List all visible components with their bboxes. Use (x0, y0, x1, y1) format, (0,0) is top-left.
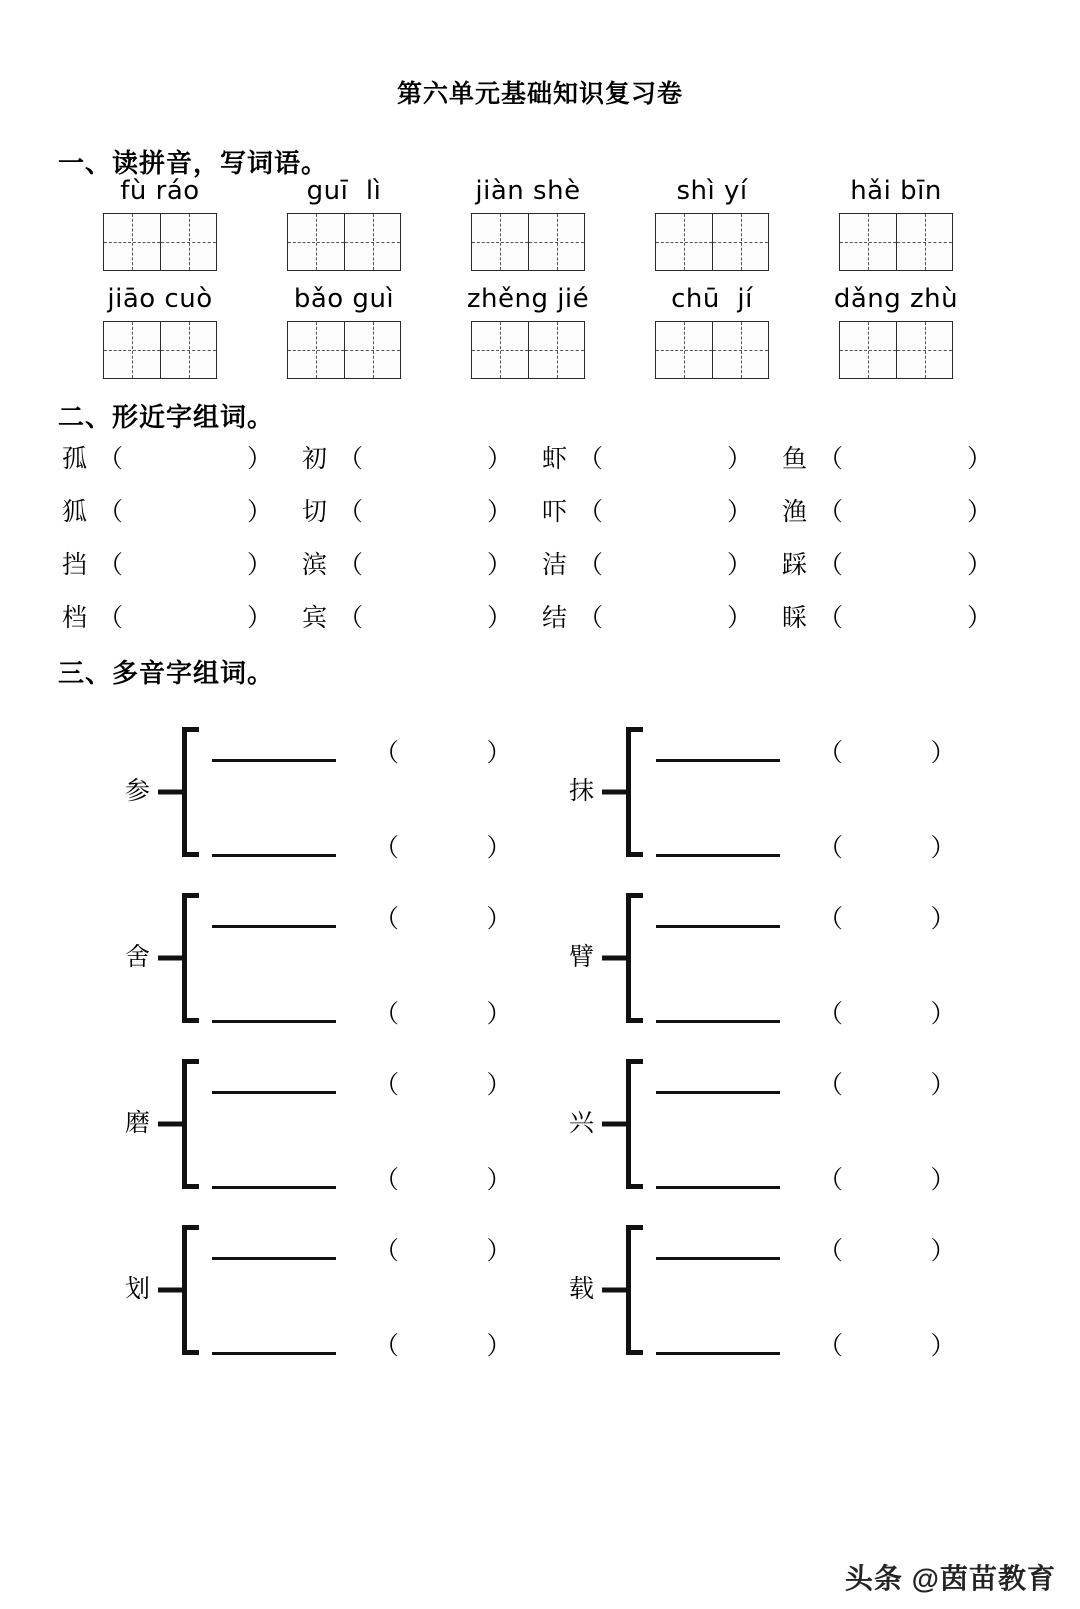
pinyin-label: zhěng jié (466, 283, 590, 314)
pinyin-item (252, 177, 436, 271)
paren-open: （ (98, 605, 124, 633)
hanzi-character: 洁 (542, 552, 568, 580)
paren-open: （ (578, 499, 604, 527)
polyphone-item (0, 1041, 540, 1207)
write-line[interactable] (656, 742, 780, 762)
paren-close: ） (487, 552, 513, 580)
paren-group[interactable]: （ ） (374, 1166, 512, 1194)
paren-close: ） (727, 605, 753, 633)
pinyin-label: shì yí (676, 176, 748, 206)
polyphone-item (540, 875, 1080, 1041)
row-spacer (0, 271, 1080, 285)
answer-unit[interactable] (642, 832, 1080, 862)
section-one-heading: 一、读拼音，写词语。 (58, 149, 329, 178)
answer-unit[interactable] (198, 832, 540, 862)
paren-open: （ (578, 552, 604, 580)
polyphone-character: 划 (124, 1276, 150, 1304)
answer-unit[interactable] (642, 737, 1080, 767)
paren-open: （ (98, 552, 124, 580)
brace-icon (602, 1059, 642, 1189)
polyphone-character: 参 (124, 778, 150, 806)
pinyin-label: dǎng zhù (833, 283, 959, 314)
write-line[interactable] (656, 837, 780, 857)
paren-group[interactable]: （ ） (818, 1071, 956, 1099)
polyphone-item (540, 709, 1080, 875)
tianzige-cell[interactable] (896, 322, 952, 378)
paren-open: （ (818, 552, 844, 580)
tianzige-cell[interactable] (104, 214, 160, 270)
hanzi-character: 宾 (302, 605, 328, 633)
paren-group[interactable]: （ ） (818, 1166, 956, 1194)
answer-unit[interactable] (198, 903, 540, 933)
tianzige-box[interactable] (287, 321, 401, 379)
tianzige-cell[interactable] (344, 322, 400, 378)
brace-icon (158, 893, 198, 1023)
paren-group[interactable]: （ ） (818, 1332, 956, 1360)
paren-group[interactable]: （ ） (818, 1000, 956, 1028)
polyphone-item (540, 1207, 1080, 1373)
hanzi-answer-item[interactable] (302, 492, 542, 528)
paren-close: ） (247, 499, 273, 527)
section-two-heading: 二、形近字组词。 (58, 402, 275, 432)
answer-unit[interactable] (642, 903, 1080, 933)
brace-icon (602, 893, 642, 1023)
paren-close: ） (247, 552, 273, 580)
hanzi-character: 滨 (302, 552, 328, 580)
polyphone-character: 载 (568, 1276, 594, 1304)
hanzi-row (62, 537, 1022, 590)
pinyin-label: chū jí (671, 283, 753, 314)
tianzige-cell[interactable] (712, 214, 768, 270)
hanzi-character: 踩 (782, 552, 808, 580)
tianzige-wrap (436, 321, 620, 379)
tianzige-cell[interactable] (104, 322, 160, 378)
pinyin-label: bǎo guì (293, 283, 395, 314)
tianzige-cell[interactable] (160, 214, 216, 270)
pinyin-item (804, 177, 988, 271)
answer-unit[interactable] (198, 1235, 540, 1265)
polyphone-character: 臂 (568, 944, 594, 972)
answer-unit[interactable] (642, 1235, 1080, 1265)
paren-open: （ (338, 552, 364, 580)
polyphone-item (540, 1041, 1080, 1207)
write-line[interactable] (212, 1335, 336, 1355)
write-line[interactable] (212, 908, 336, 928)
watermark: 头条 @茵苗教育 (844, 1563, 1056, 1594)
write-line[interactable] (212, 742, 336, 762)
hanzi-answer-item[interactable] (62, 492, 302, 528)
hanzi-character: 鱼 (782, 446, 808, 474)
polyphone-item (0, 875, 540, 1041)
tianzige-cell[interactable] (160, 322, 216, 378)
paren-group[interactable]: （ ） (374, 905, 512, 933)
paren-close: ） (247, 605, 273, 633)
tianzige-wrap (68, 321, 252, 379)
tianzige-cell[interactable] (288, 214, 344, 270)
tianzige-box[interactable] (103, 213, 217, 271)
answer-unit[interactable] (198, 998, 540, 1028)
paren-close: ） (967, 446, 993, 474)
hanzi-answer-item[interactable] (782, 545, 1022, 581)
pinyin-item (68, 285, 252, 379)
paren-close: ） (247, 446, 273, 474)
polyphone-grid (0, 709, 1080, 1373)
paren-close: ） (727, 446, 753, 474)
polyphone-answers (198, 1059, 540, 1194)
paren-group[interactable]: （ ） (374, 834, 512, 862)
pinyin-label: guī lì (306, 176, 382, 206)
hanzi-character: 渔 (782, 499, 808, 527)
tianzige-cell[interactable] (712, 322, 768, 378)
answer-unit[interactable] (198, 1164, 540, 1194)
polyphone-character: 兴 (568, 1110, 594, 1138)
tianzige-wrap (68, 213, 252, 271)
pinyin-item (804, 285, 988, 379)
pinyin-label: hǎi bīn (850, 176, 942, 206)
write-line[interactable] (212, 1074, 336, 1094)
hanzi-character: 虾 (542, 446, 568, 474)
tianzige-box[interactable] (287, 213, 401, 271)
section-three-polyphone-words (0, 658, 1080, 1373)
hanzi-answer-item[interactable] (542, 598, 782, 634)
tianzige-box[interactable] (839, 321, 953, 379)
pinyin-label: jiàn shè (475, 176, 581, 206)
tianzige-wrap (252, 213, 436, 271)
polyphone-row (0, 1207, 1080, 1373)
hanzi-character: 切 (302, 499, 328, 527)
tianzige-cell[interactable] (528, 322, 584, 378)
hanzi-character: 挡 (62, 552, 88, 580)
paren-group[interactable]: （ ） (374, 1332, 512, 1360)
hanzi-answer-item[interactable] (302, 598, 542, 634)
pinyin-item (68, 177, 252, 271)
tianzige-cell[interactable] (656, 214, 712, 270)
write-line[interactable] (656, 1240, 780, 1260)
paren-group[interactable]: （ ） (818, 739, 956, 767)
write-line[interactable] (656, 908, 780, 928)
hanzi-character: 档 (62, 605, 88, 633)
hanzi-answer-item[interactable] (302, 545, 542, 581)
tianzige-wrap (620, 321, 804, 379)
pinyin-row-1 (68, 177, 988, 271)
tianzige-wrap (804, 213, 988, 271)
tianzige-cell[interactable] (528, 214, 584, 270)
tianzige-box[interactable] (655, 213, 769, 271)
answer-unit[interactable] (198, 1330, 540, 1360)
pinyin-item (436, 285, 620, 379)
paren-close: ） (967, 499, 993, 527)
answer-unit[interactable] (198, 737, 540, 767)
hanzi-row (62, 590, 1022, 643)
hanzi-answer-item[interactable] (542, 439, 782, 475)
polyphone-character: 舍 (124, 944, 150, 972)
tianzige-cell[interactable] (840, 214, 896, 270)
answer-unit[interactable] (642, 1330, 1080, 1360)
tianzige-box[interactable] (103, 321, 217, 379)
hanzi-answer-item[interactable] (782, 598, 1022, 634)
write-line[interactable] (656, 1335, 780, 1355)
write-line[interactable] (212, 1003, 336, 1023)
polyphone-answers (642, 1059, 1080, 1194)
tianzige-box[interactable] (471, 213, 585, 271)
paren-close: ） (487, 605, 513, 633)
polyphone-item (0, 709, 540, 875)
tianzige-cell[interactable] (896, 214, 952, 270)
paren-close: ） (727, 499, 753, 527)
tianzige-wrap (436, 213, 620, 271)
section-one-pinyin-writing (0, 151, 1080, 379)
paren-group[interactable]: （ ） (374, 1071, 512, 1099)
hanzi-character: 初 (302, 446, 328, 474)
hanzi-answer-item[interactable] (62, 439, 302, 475)
section-two-similar-characters (0, 402, 1080, 643)
paren-close: ） (487, 446, 513, 474)
hanzi-character: 结 (542, 605, 568, 633)
paren-close: ） (727, 552, 753, 580)
brace-icon (602, 727, 642, 857)
hanzi-answer-item[interactable] (302, 439, 542, 475)
paren-open: （ (818, 605, 844, 633)
tianzige-wrap (620, 213, 804, 271)
page-title: 第六单元基础知识复习卷 (396, 81, 683, 108)
paren-group[interactable]: （ ） (374, 1000, 512, 1028)
write-line[interactable] (656, 1074, 780, 1094)
paren-open: （ (578, 446, 604, 474)
answer-unit[interactable] (642, 1164, 1080, 1194)
hanzi-answer-item[interactable] (782, 492, 1022, 528)
write-line[interactable] (212, 1240, 336, 1260)
polyphone-answers (198, 727, 540, 862)
paren-open: （ (338, 605, 364, 633)
paren-group[interactable]: （ ） (374, 739, 512, 767)
tianzige-cell[interactable] (472, 214, 528, 270)
tianzige-box[interactable] (655, 321, 769, 379)
polyphone-row (0, 1041, 1080, 1207)
brace-icon (158, 727, 198, 857)
pinyin-item (436, 177, 620, 271)
paren-open: （ (98, 499, 124, 527)
answer-unit[interactable] (198, 1069, 540, 1099)
brace-icon (602, 1225, 642, 1355)
hanzi-character: 孤 (62, 446, 88, 474)
write-line[interactable] (212, 837, 336, 857)
tianzige-box[interactable] (839, 213, 953, 271)
hanzi-character: 狐 (62, 499, 88, 527)
polyphone-answers (198, 893, 540, 1028)
hanzi-answer-item[interactable] (542, 545, 782, 581)
section-three-heading: 三、多音字组词。 (58, 658, 275, 688)
hanzi-answer-item[interactable] (542, 492, 782, 528)
hanzi-row (62, 431, 1022, 484)
paren-open: （ (338, 499, 364, 527)
pinyin-row-2 (68, 285, 988, 379)
pinyin-item (620, 177, 804, 271)
tianzige-box[interactable] (471, 321, 585, 379)
brace-icon (158, 1225, 198, 1355)
paren-group[interactable]: （ ） (374, 1237, 512, 1265)
paren-open: （ (98, 446, 124, 474)
polyphone-character: 磨 (124, 1110, 150, 1138)
hanzi-answer-item[interactable] (62, 545, 302, 581)
hanzi-character: 睬 (782, 605, 808, 633)
tianzige-cell[interactable] (344, 214, 400, 270)
hanzi-answer-item[interactable] (782, 439, 1022, 475)
answer-unit[interactable] (642, 1069, 1080, 1099)
write-line[interactable] (656, 1169, 780, 1189)
pinyin-item (620, 285, 804, 379)
polyphone-answers (198, 1225, 540, 1360)
paren-open: （ (578, 605, 604, 633)
tianzige-cell[interactable] (840, 322, 896, 378)
tianzige-cell[interactable] (288, 322, 344, 378)
polyphone-answers (642, 1225, 1080, 1360)
write-line[interactable] (212, 1169, 336, 1189)
polyphone-item (0, 1207, 540, 1373)
tianzige-wrap (804, 321, 988, 379)
polyphone-answers (642, 893, 1080, 1028)
paren-close: ） (967, 605, 993, 633)
paren-close: ） (967, 552, 993, 580)
paren-close: ） (487, 499, 513, 527)
polyphone-character: 抹 (568, 778, 594, 806)
hanzi-row (62, 484, 1022, 537)
paren-group[interactable]: （ ） (818, 1237, 956, 1265)
tianzige-cell[interactable] (656, 322, 712, 378)
paren-group[interactable]: （ ） (818, 834, 956, 862)
pinyin-label: jiāo cuò (107, 283, 213, 314)
polyphone-row (0, 709, 1080, 875)
polyphone-answers (642, 727, 1080, 862)
pinyin-label: fù ráo (120, 176, 200, 206)
hanzi-character: 吓 (542, 499, 568, 527)
pinyin-item (252, 285, 436, 379)
polyphone-row (0, 875, 1080, 1041)
paren-group[interactable]: （ ） (818, 905, 956, 933)
paren-open: （ (818, 446, 844, 474)
paren-open: （ (818, 499, 844, 527)
hanzi-answer-item[interactable] (62, 598, 302, 634)
write-line[interactable] (656, 1003, 780, 1023)
answer-unit[interactable] (642, 998, 1080, 1028)
tianzige-wrap (252, 321, 436, 379)
paren-open: （ (338, 446, 364, 474)
tianzige-cell[interactable] (472, 322, 528, 378)
brace-icon (158, 1059, 198, 1189)
